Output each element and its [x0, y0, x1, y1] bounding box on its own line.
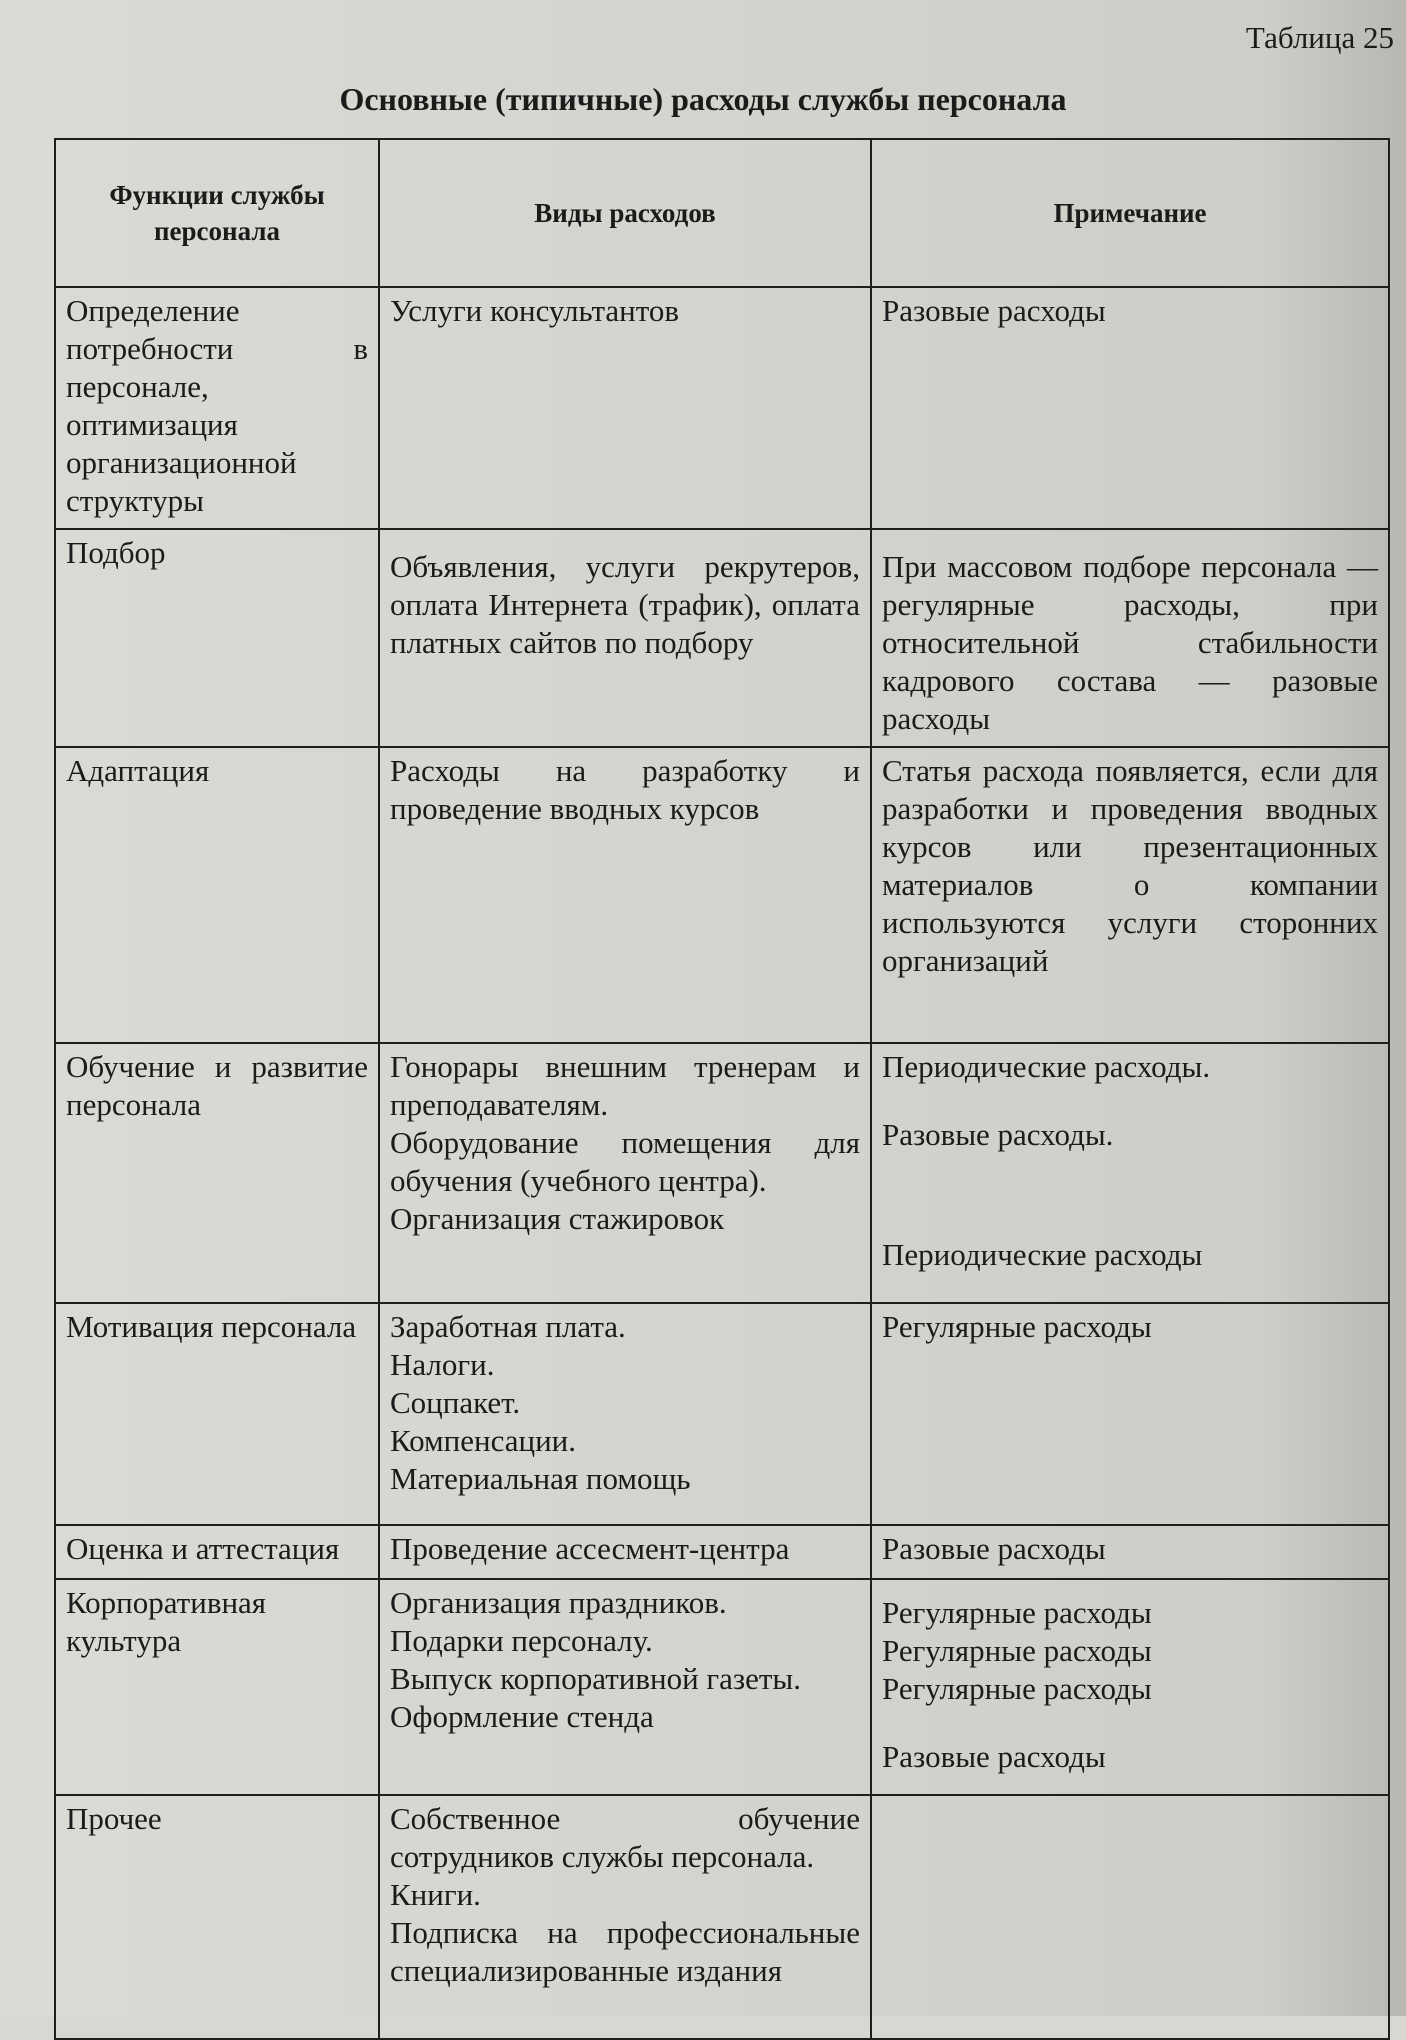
table-row: [55, 529, 1389, 747]
expenses-cell: [379, 287, 871, 529]
expense-item: Организация праздников.: [390, 1585, 727, 1620]
expense-item: Налоги.: [390, 1347, 495, 1382]
note-item: Периодические расходы: [882, 1237, 1203, 1272]
function-cell: [55, 1043, 379, 1303]
function-text: Адаптация: [66, 753, 210, 788]
expense-item: Оборудование помещения для обучения (учебного центра).: [390, 1125, 860, 1198]
function-cell: [55, 747, 379, 1043]
expense-item: Соцпакет.: [390, 1385, 521, 1420]
note-item: Разовые расходы: [882, 293, 1106, 328]
function-cell: [55, 1579, 379, 1795]
expenses-cell: [379, 1795, 871, 2039]
table-row: [55, 287, 1389, 529]
note-cell: [871, 1043, 1389, 1303]
expenses-cell: [379, 1579, 871, 1795]
function-text: Мотивация персонала: [66, 1309, 357, 1344]
note-item: Периодические расходы.: [882, 1049, 1211, 1084]
table-row: [55, 1525, 1389, 1579]
table-title: Основные (типичные) расходы службы персонала: [339, 81, 1067, 117]
header-note: Примечание: [871, 139, 1389, 287]
header-expenses: Виды расходов: [379, 139, 871, 287]
function-cell: [55, 1303, 379, 1525]
expense-item: Подписка на профессиональные специализированные издания: [390, 1915, 860, 1988]
expense-item: Объявления, услуги рекрутеров, оплата Интернета (трафик), оплата платных сайтов по подбору: [390, 549, 860, 660]
expense-item: Проведение ассесмент-центра: [390, 1531, 790, 1566]
function-text: Определение потребности в персонале, оптимизация организационной структуры: [66, 293, 368, 518]
note-item: Регулярные расходы: [882, 1309, 1152, 1344]
expenses-cell: [379, 529, 871, 747]
note-cell: [871, 747, 1389, 1043]
expense-item: Заработная плата.: [390, 1309, 626, 1344]
expense-item: Расходы на разработку и проведение вводных курсов: [390, 753, 860, 826]
table-row: [55, 1579, 1389, 1795]
expenses-cell: [379, 747, 871, 1043]
function-text: Корпоративная культура: [66, 1585, 267, 1658]
expense-item: Подарки персоналу.: [390, 1623, 653, 1658]
note-item: Регулярные расходы: [882, 1633, 1152, 1668]
note-cell: [871, 1579, 1389, 1795]
function-cell: [55, 529, 379, 747]
function-text: Оценка и аттестация: [66, 1531, 340, 1566]
note-cell: [871, 529, 1389, 747]
note-cell: [871, 1795, 1389, 2039]
table-row: [55, 1043, 1389, 1303]
expenses-cell: [379, 1303, 871, 1525]
expense-item: Гонорары внешним тренерам и преподавателям.: [390, 1049, 860, 1122]
expense-item: Собственное обучение сотрудников службы персонала.: [390, 1801, 860, 1874]
table-header-row: [55, 139, 1389, 287]
expense-item: Компенсации.: [390, 1423, 577, 1458]
note-item: Разовые расходы.: [882, 1117, 1114, 1152]
note-item: Регулярные расходы: [882, 1595, 1152, 1630]
expense-item: Выпуск корпоративной газеты.: [390, 1661, 802, 1696]
table-row: [55, 1303, 1389, 1525]
note-cell: [871, 1303, 1389, 1525]
expense-item: Книги.: [390, 1877, 481, 1912]
expense-item: Материальная помощь: [390, 1461, 691, 1496]
function-cell: [55, 1525, 379, 1579]
expense-item: Организация стажировок: [390, 1201, 725, 1236]
note-item: При массовом подборе персонала — регулярные расходы, при относительной стабильности кадрового состава — разовые расходы: [882, 549, 1378, 736]
note-item: Разовые расходы: [882, 1739, 1106, 1774]
function-cell: [55, 287, 379, 529]
function-text: Прочее: [66, 1801, 162, 1836]
header-function: Функции службы персонала: [55, 139, 379, 287]
note-cell: [871, 287, 1389, 529]
table-row: [55, 1795, 1389, 2039]
function-cell: [55, 1795, 379, 2039]
function-text: Подбор: [66, 535, 166, 570]
expense-item: Услуги консультантов: [390, 293, 680, 328]
note-item: Регулярные расходы: [882, 1671, 1152, 1706]
note-cell: [871, 1525, 1389, 1579]
function-text: Обучение и развитие персонала: [66, 1049, 368, 1122]
table-row: [55, 747, 1389, 1043]
expenses-cell: [379, 1525, 871, 1579]
note-item: Разовые расходы: [882, 1531, 1106, 1566]
expenses-cell: [379, 1043, 871, 1303]
note-item: Статья расхода появляется, если для разработки и проведения вводных курсов или презентационных материалов о компании используются услуги сторонних организаций: [882, 753, 1378, 978]
expense-item: Оформление стенда: [390, 1699, 654, 1734]
table-number-label: Таблица 25: [1245, 20, 1394, 55]
expenses-table: [54, 138, 1390, 2040]
